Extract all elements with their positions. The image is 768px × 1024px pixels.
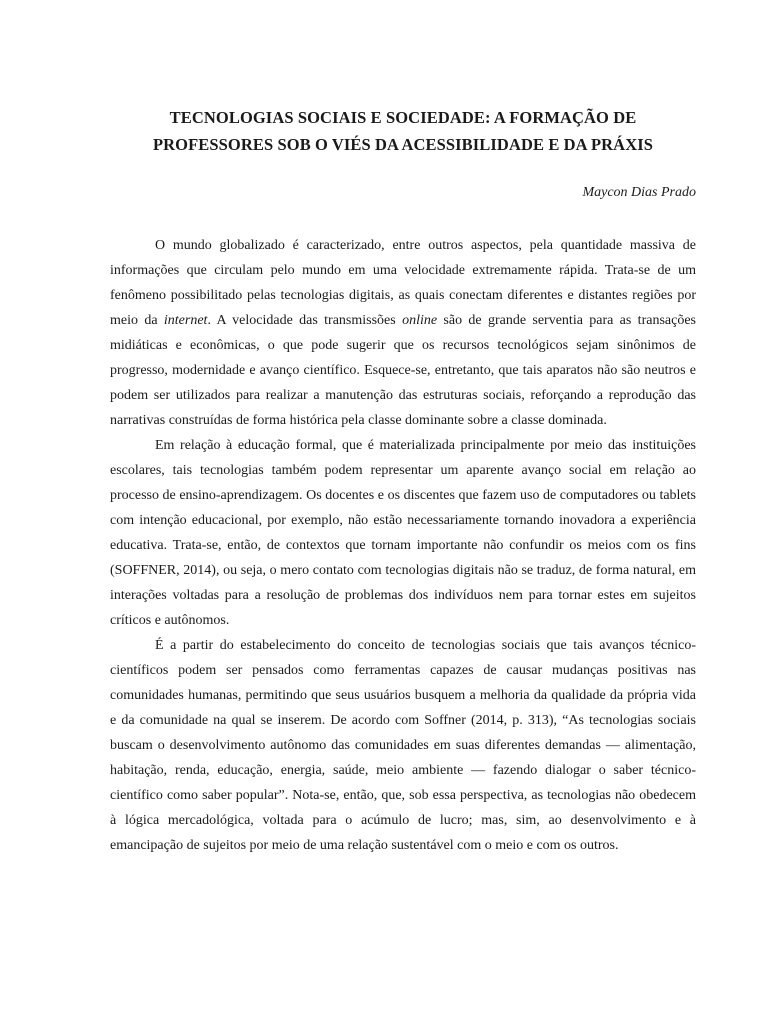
- title-line-2: PROFESSORES SOB O VIÉS DA ACESSIBILIDADE E DA PRÁXIS: [152, 135, 654, 154]
- paragraph-1: [110, 233, 696, 433]
- paragraph-1-text-e: são de grande serventia para as transações midiáticas e econômicas, o que pode sugerir que os recursos tecnológicos sejam sinônimos de progresso, modernidade e avanço científico. Esquece-se, entretanto, que tais aparatos não são neutros e podem ser utilizados para realizar a manutenção das estruturas sociais, reforçando a reprodução das narrativas construídas de forma histórica pela classe dominante sobre a classe dominada.: [110, 313, 696, 428]
- paragraph-3: É a partir do estabelecimento do conceito de tecnologias sociais que tais avanços técnico-científicos podem ser pensados como ferramentas capazes de causar mudanças positivas nas comunidades humanas, permitindo que seus usuários busquem a melhoria da qualidade da própria vida e da comunidade na qual se inserem. De acordo com Soffner (2014, p. 313), “As tecnologias sociais buscam o desenvolvimento autônomo das comunidades em suas diferentes demandas — alimentação, habitação, renda, educação, energia, saúde, meio ambiente — fazendo dialogar o saber técnico-científico como saber popular”. Nota-se, então, que, sob essa perspectiva, as tecnologias não obedecem à lógica mercadológica, voltada para o acúmulo de lucro; mas, sim, ao desenvolvimento e à emancipação de sujeitos por meio de uma relação sustentável com o meio e com os outros.: [110, 638, 696, 853]
- paragraph-1-text-a: O mundo globalizado é caracterizado, entre outros aspectos, pela quantidade massiva de informações que circulam pelo mundo em uma velocidade extremamente rápida. Trata-se de um fenômeno possibilitado pelas tecnologias digitais, as quais conectam diferentes e distantes regiões por meio da: [110, 238, 696, 328]
- paragraph-1-text-c: . A velocidade das transmissões: [207, 313, 403, 328]
- paragraph-1-italic-internet: internet: [163, 313, 208, 328]
- document-body: [110, 233, 696, 858]
- title-line-1: TECNOLOGIAS SOCIAIS E SOCIEDADE: A FORMAÇÃO DE: [169, 108, 637, 127]
- document-title: [110, 104, 696, 158]
- paragraph-1-italic-online: online: [402, 313, 438, 328]
- paragraph-2: Em relação à educação formal, que é materializada principalmente por meio das instituições escolares, tais tecnologias também podem representar um aparente avanço social em relação ao processo de ensino-aprendizagem. Os docentes e os discentes que fazem uso de computadores ou tablets com intenção educacional, por exemplo, não estão necessariamente tornando inovadora a experiência educativa. Trata-se, então, de contextos que tornam importante não confundir os meios com os fins (SOFFNER, 2014), ou seja, o mero contato com tecnologias digitais não se traduz, de forma natural, em interações voltadas para a resolução de problemas dos indivíduos nem para tornar estes em sujeitos críticos e autônomos.: [110, 438, 696, 628]
- author-name: Maycon Dias Prado: [582, 185, 696, 200]
